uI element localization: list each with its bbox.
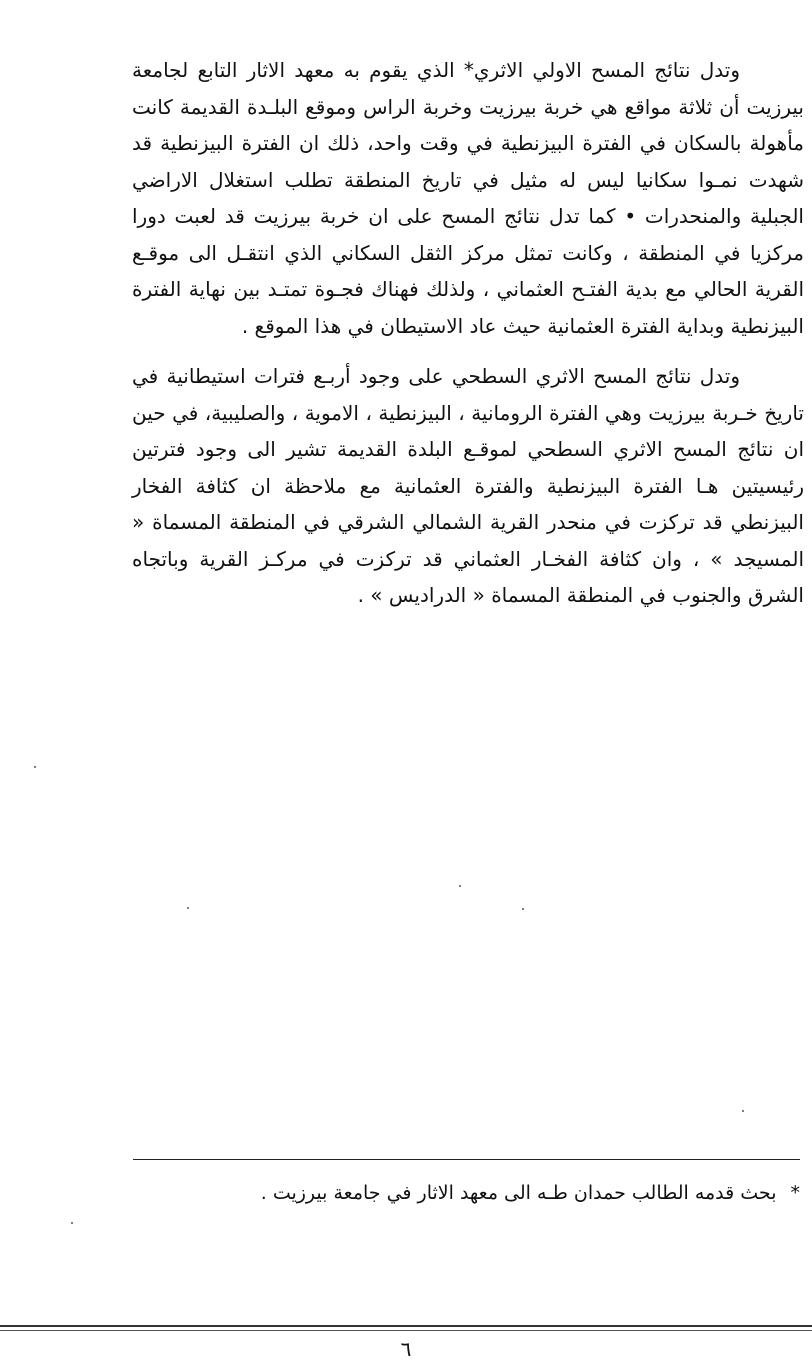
page-bottom-rule <box>0 1325 812 1327</box>
scan-speck <box>187 907 189 909</box>
scan-speck <box>34 766 36 768</box>
scan-speck <box>522 908 524 910</box>
scan-speck <box>459 885 461 887</box>
footnote <box>132 1178 800 1208</box>
footnote-text: بحث قدمه الطالب حمدان طـه الى معهد الاثار في جامعة بيرزيت . <box>260 1182 777 1204</box>
footnote-marker: * <box>790 1182 800 1204</box>
footnote-separator <box>133 1159 800 1160</box>
paragraph-settlement-periods: وتدل نتائج المسح الاثري السطحي على وجود أربـع فترات استيطانية في تاريخ خـربة بيرزيت وهي الفترة الرومانية ، البيزنطية ، الاموية ، والصليبية، في حين ان نتائج المسح الاثري السطحي لموقـع البلدة القديمة تشير الى وجود فترتين رئيسيتين هـا الفترة البيزنطية والفترة العثمانية مع ملاحظة ان كثافة الفخار البيزنطي قد تركزت في منحدر القرية الشمالي الشرقي في المنطقة المسماة « المسيجد » ، وان كثافة الفخـار العثماني قد تركزت في مركـز القرية وباتجاه الشرق والجنوب في المنطقة المسماة « الدراديس » . <box>132 364 804 607</box>
paragraph-survey-results: وتدل نتائج المسح الاولي الاثري* الذي يقوم به معهد الاثار التابع لجامعة بيرزيت أن ثلاثة مواقع هي خربة بيرزيت وخربة الراس وموقع البلـدة القديمة كانت مأهولة بالسكان في الفترة البيزنطية في وقت واحد، ذلك ان الفترة البيزنطية قد شهدت نمـوا سكانيا ليس له مثيل في تاريخ المنطقة تطلب استغلال الاراضي الجبلية والمنحدرات • كما تدل نتائج المسح على ان خربة بيرزيت قد لعبت دورا مركزيا في المنطقة ، وكانت تمثل مركز الثقل السكاني الذي انتقـل الى موقـع القرية الحالي مع بدية الفتـح العثماني ، ولذلك فهناك فجـوة تمتـد بين نهاية الفترة البيزنطية وبداية الفترة العثمانية حيث عاد الاستيطان في هذا الموقع . <box>132 58 804 338</box>
scan-speck <box>742 1110 744 1112</box>
scan-speck <box>71 1222 73 1224</box>
main-text-body <box>132 52 804 614</box>
page-bottom-rule-thin <box>0 1330 812 1331</box>
page-number: ٦ <box>400 1337 412 1361</box>
